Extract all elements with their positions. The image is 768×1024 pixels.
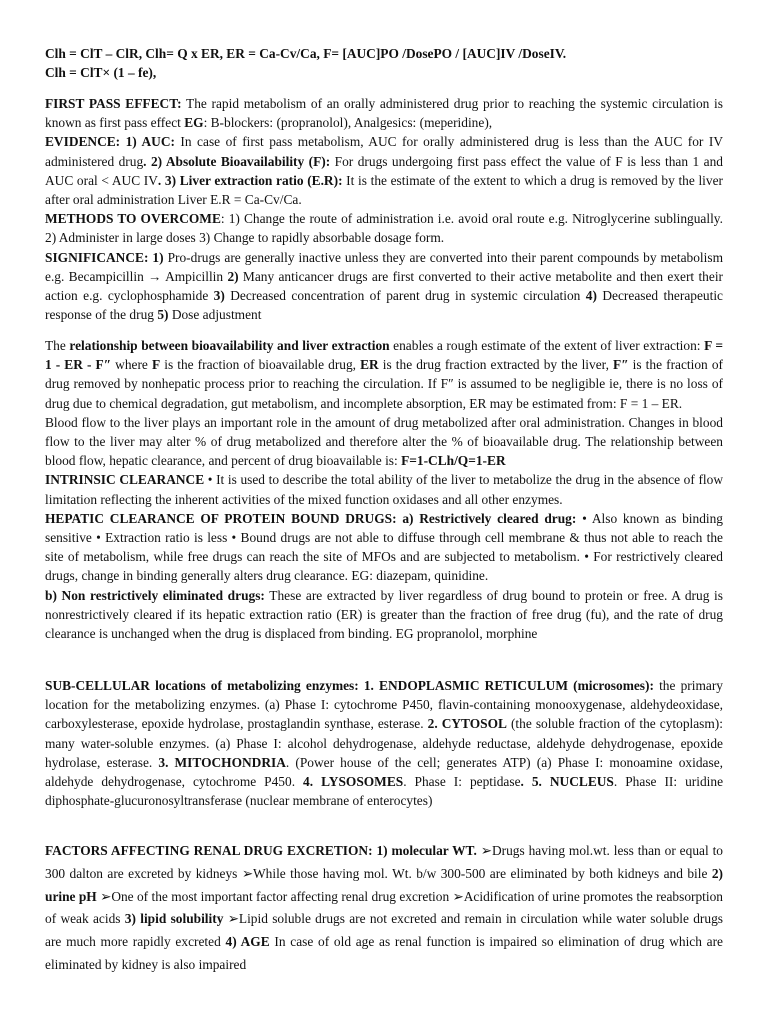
bio-text: is the drug fraction extracted by the liver,: [378, 357, 614, 373]
formula-line-1: Clh = ClT – ClR, Clh= Q x ER, ER = Ca-Cv/Ca, F= [AUC]PO /DosePO / [AUC]IV /DoseIV.: [45, 46, 567, 61]
bio-formula: F = 1 - ER - F″: [45, 338, 723, 373]
methods-heading: METHODS TO OVERCOME: [45, 211, 221, 227]
significance-num-3: 3): [213, 288, 225, 304]
hepatic-clearance-heading: HEPATIC CLEARANCE OF PROTEIN BOUND DRUGS: a) Restrictively cleared drug:: [45, 510, 577, 526]
blood-flow-formula: F=1-CLh/Q=1-ER: [401, 453, 506, 469]
extraction-ratio-text: It is the estimate of the extent to which a drug is removed by the liver after oral administration Liver E.R = Ca-Cv/Ca.: [45, 172, 723, 208]
mitochondria-text: . (Power house of the cell; generates ATP) (a) Phase I: monoamine oxidase, aldehyde dehydrogenase, cytochrome P450.: [45, 754, 723, 790]
first-pass-text: The rapid metabolism of an orally administered drug prior to reaching the systemic circulation is known as first pass effect: [45, 96, 723, 131]
bioavailability-text: For drugs undergoing first pass effect the value of F is less than 1 and AUC oral < AUC IV: [45, 153, 723, 188]
renal-heading: FACTORS AFFECTING RENAL DRUG EXCRETION: 1) molecular WT.: [45, 843, 481, 858]
bio-text: is the fraction of bioavailable drug,: [160, 357, 361, 373]
nucleus-text: . Phase II: uridine diphosphate-glucuronosyltransferase (nuclear membrane of enterocytes): [45, 774, 724, 809]
non-restrictive-text: These are extracted by liver regardless of drug bound to protein or free. A drug is nonrestrictively cleared if its hepatic extraction ratio (ER) is greater than the fraction of free drug (fu), and the rate of drug clearance is unchanged when the drug is displaced from binding. EG propranolol, morphine: [45, 587, 723, 642]
lipid-solubility-heading: 3) lipid solubility: [124, 911, 228, 927]
formula-block: [45, 44, 723, 82]
eg-label: EG: [184, 115, 204, 131]
bioavailability-heading: . 2) Absolute Bioavailability (F):: [143, 153, 331, 169]
renal-section: [45, 840, 723, 977]
first-pass-heading: FIRST PASS EFFECT:: [45, 96, 182, 111]
significance-num-2: 2): [227, 268, 239, 284]
bio-term-er: ER: [360, 357, 379, 373]
bioavailability-section: [45, 336, 723, 643]
cytosol-text: (the soluble fraction of the cytoplasm): many water-soluble enzymes. (a) Phase I: alcohol dehydrogenase, aldehyde reductase, aldehyde dehydrogenase, epoxide hydrolase, esterase.: [45, 716, 723, 770]
eg-text: : B-blockers: (propranolol), Analgesics: (meperidine),: [203, 115, 493, 131]
subcellular-section: [45, 676, 723, 810]
extraction-ratio-heading: . 3) Liver extraction ratio (E.R):: [157, 172, 343, 188]
intrinsic-clearance-heading: INTRINSIC CLEARANCE: [45, 472, 205, 488]
cytosol-heading: 2. CYTOSOL: [427, 716, 507, 732]
auc-text: In case of first pass metabolism, AUC for orally administered drug is less than the AUC for IV administered drug: [45, 134, 723, 169]
mitochondria-heading: 3. MITOCHONDRIA: [158, 754, 286, 770]
evidence-heading: EVIDENCE: 1) AUC:: [45, 134, 175, 150]
bio-text: where: [111, 357, 152, 373]
lipid-solubility-text: ➢Lipid soluble drugs are not excreted and remain in circulation while water soluble drugs are much more rapidly excreted: [45, 911, 723, 950]
blood-flow-text: Blood flow to the liver plays an important role in the amount of drug metabolized after oral administration. Changes in blood flow to the liver may alter % of drug metabolized and therefore alter the % of bioavailable drug. The relationship between blood flow, hepatic clearance, and percent of drug bioavailable is:: [45, 414, 723, 469]
urine-ph-text: ➢One of the most important factor affecting renal drug excretion ➢Acidification of urine promotes the reabsorption of weak acids: [45, 888, 723, 927]
significance-text-5: Dose adjustment: [168, 307, 262, 323]
bio-term-f2: F″: [613, 357, 629, 373]
bio-text: is the fraction of drug removed by nonhepatic process prior to reaching the circulation. If F″ is assumed to be negligible ie, there is no loss of drug due to chemical degradation, gut metabolism, and incomplete absorption, ER may be estimated from: F = 1 – ER.: [45, 357, 723, 411]
bio-heading: relationship between bioavailability and liver extraction: [69, 338, 390, 353]
molecular-wt-text: ➢Drugs having mol.wt. less than or equal to 300 dalton are excreted by kidneys ➢While those having mol. Wt. b/w 300-500 are eliminated by both kidneys and bile: [45, 843, 723, 881]
bio-text: The: [45, 338, 70, 353]
intrinsic-clearance-text: • It is used to describe the total ability of the liver to metabolize the drug in the absence of flow limitation reflecting the inherent activities of the mixed function oxidases and all other enzymes.: [45, 472, 723, 507]
significance-text-3: Decreased concentration of parent drug in systemic circulation: [224, 288, 586, 304]
significance-text-4: Decreased therapeutic response of the drug: [45, 288, 723, 323]
bio-term-f: F: [151, 357, 161, 373]
first-pass-section: [45, 94, 723, 324]
nucleus-heading: . 5. NUCLEUS: [520, 774, 614, 790]
urine-ph-heading: 2) urine pH: [45, 865, 723, 904]
age-text: In case of old age as renal function is impaired so elimination of drug which are eliminated by kidney is also impaired: [45, 934, 723, 972]
significance-text-1: Pro-drugs are generally inactive unless they are converted into their parent compounds by metabolism e.g. Becampicillin → Ampicillin: [45, 249, 724, 284]
non-restrictive-heading: b) Non restrictively eliminated drugs:: [45, 587, 265, 603]
bio-text: enables a rough estimate of the extent of liver extraction:: [389, 338, 705, 353]
lysosomes-text: . Phase I: peptidase: [403, 774, 521, 790]
subcellular-heading: SUB-CELLULAR locations of metabolizing enzymes: 1. ENDOPLASMIC RETICULUM (microsomes):: [45, 678, 654, 693]
age-heading: 4) AGE: [225, 934, 270, 950]
formula-line-2: Clh = ClT× (1 – fe),: [45, 65, 157, 81]
significance-num-5: 5): [157, 307, 169, 323]
er-text: the primary location for the metabolizing enzymes. (a) Phase I: cytochrome P450, flavin-containing monooxygenase, aldehydeoxidase, carboxylesterase, epoxide hydrolase, prostaglandin synthase, esterase.: [45, 678, 723, 732]
significance-heading: SIGNIFICANCE: 1): [45, 249, 164, 265]
methods-text: : 1) Change the route of administration i.e. avoid oral route e.g. Nitroglycerine sublingually. 2) Administer in large doses 3) Change to rapidly absorbable dosage form.: [45, 211, 723, 246]
significance-text-2: Many anticancer drugs are first converted to their active metabolite and then exert their action e.g. cyclophosphamide: [45, 268, 723, 304]
lysosomes-heading: 4. LYSOSOMES: [303, 774, 404, 790]
hepatic-clearance-text: • Also known as binding sensitive • Extraction ratio is less • Bound drugs are not able to diffuse through cell membrane & thus not able to reach the site of metabolism, while free drugs can reach the site of MFOs and are subjected to metabolism. • For restrictively cleared drugs, change in binding generally alters drug clearance. EG: diazepam, quinidine.: [45, 510, 723, 584]
significance-num-4: 4): [585, 288, 597, 304]
